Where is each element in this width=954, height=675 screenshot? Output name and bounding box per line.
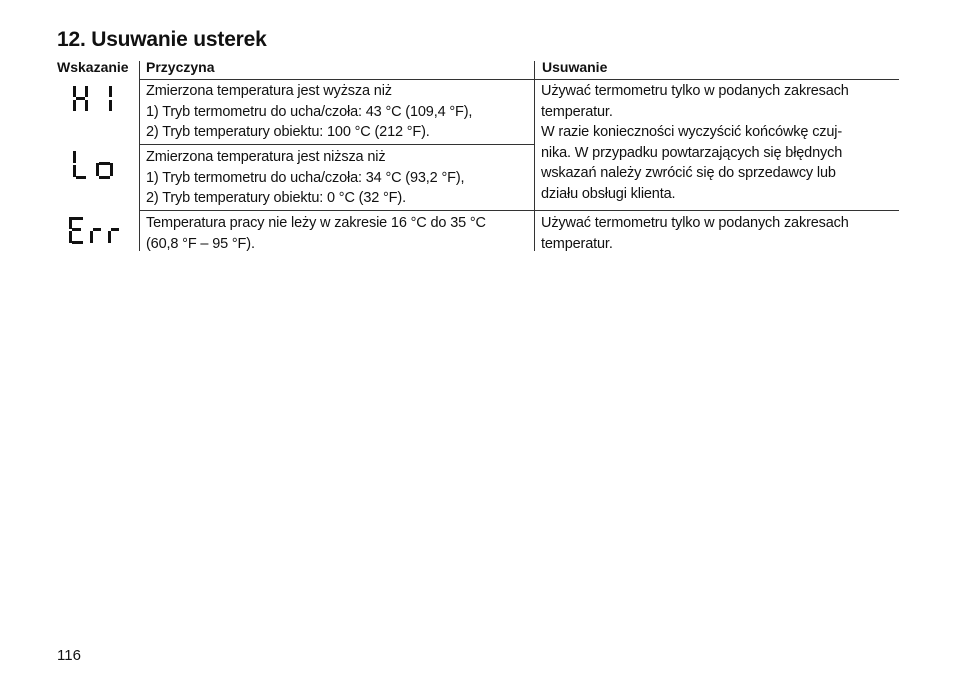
cause-hi-line: 1) Tryb termometru do ucha/czoła: 43 °C (109,4 °F), [146,103,473,120]
remedy-err-line: temperatur. [541,235,613,252]
remedy-err-line: Używać termometru tylko w podanych zakresach [541,215,849,231]
display-lo-icon [72,150,118,180]
row-rule-1 [139,144,534,145]
column-divider-2 [534,61,535,251]
cause-err-line: (60,8 °F – 95 °F). [146,235,255,252]
cause-lo [146,147,464,209]
remedy-line: W razie konieczności wyczyścić końcówkę czuj- [541,124,843,140]
display-hi-icon [72,85,118,113]
cause-err-line: Temperatura pracy nie leży w zakresie 16 °C do 35 °C [146,215,486,231]
remedy-line: działu obsługi klienta. [541,185,676,202]
page-title: 12. Usuwanie usterek [57,28,267,51]
cause-hi-line: 2) Tryb temperatury obiektu: 100 °C (212 °F). [146,124,430,140]
header-display: Wskazanie [57,59,129,75]
remedy-line: temperatur. [541,103,613,120]
remedy-line: nika. W przypadku powtarzających się błędnych [541,144,843,161]
header-cause: Przyczyna [146,59,215,75]
page-number: 116 [57,647,81,664]
header-remedy: Usuwanie [542,59,608,75]
display-err-icon [68,216,128,246]
remedy-err [541,213,849,254]
remedy-line: Używać termometru tylko w podanych zakresach [541,83,849,99]
cause-hi-line: Zmierzona temperatura jest wyższa niż [146,83,392,99]
cause-hi [146,81,472,143]
header-rule [139,79,899,80]
remedy-line: wskazań należy zwrócić się do sprzedawcy lub [541,165,836,181]
column-divider-1 [139,61,140,251]
cause-lo-line: 1) Tryb termometru do ucha/czoła: 34 °C (93,2 °F), [146,169,465,186]
row-rule-2 [139,210,899,211]
cause-lo-line: Zmierzona temperatura jest niższa niż [146,149,386,165]
cause-lo-line: 2) Tryb temperatury obiektu: 0 °C (32 °F). [146,190,406,206]
remedy-shared [541,81,849,204]
cause-err [146,213,486,254]
